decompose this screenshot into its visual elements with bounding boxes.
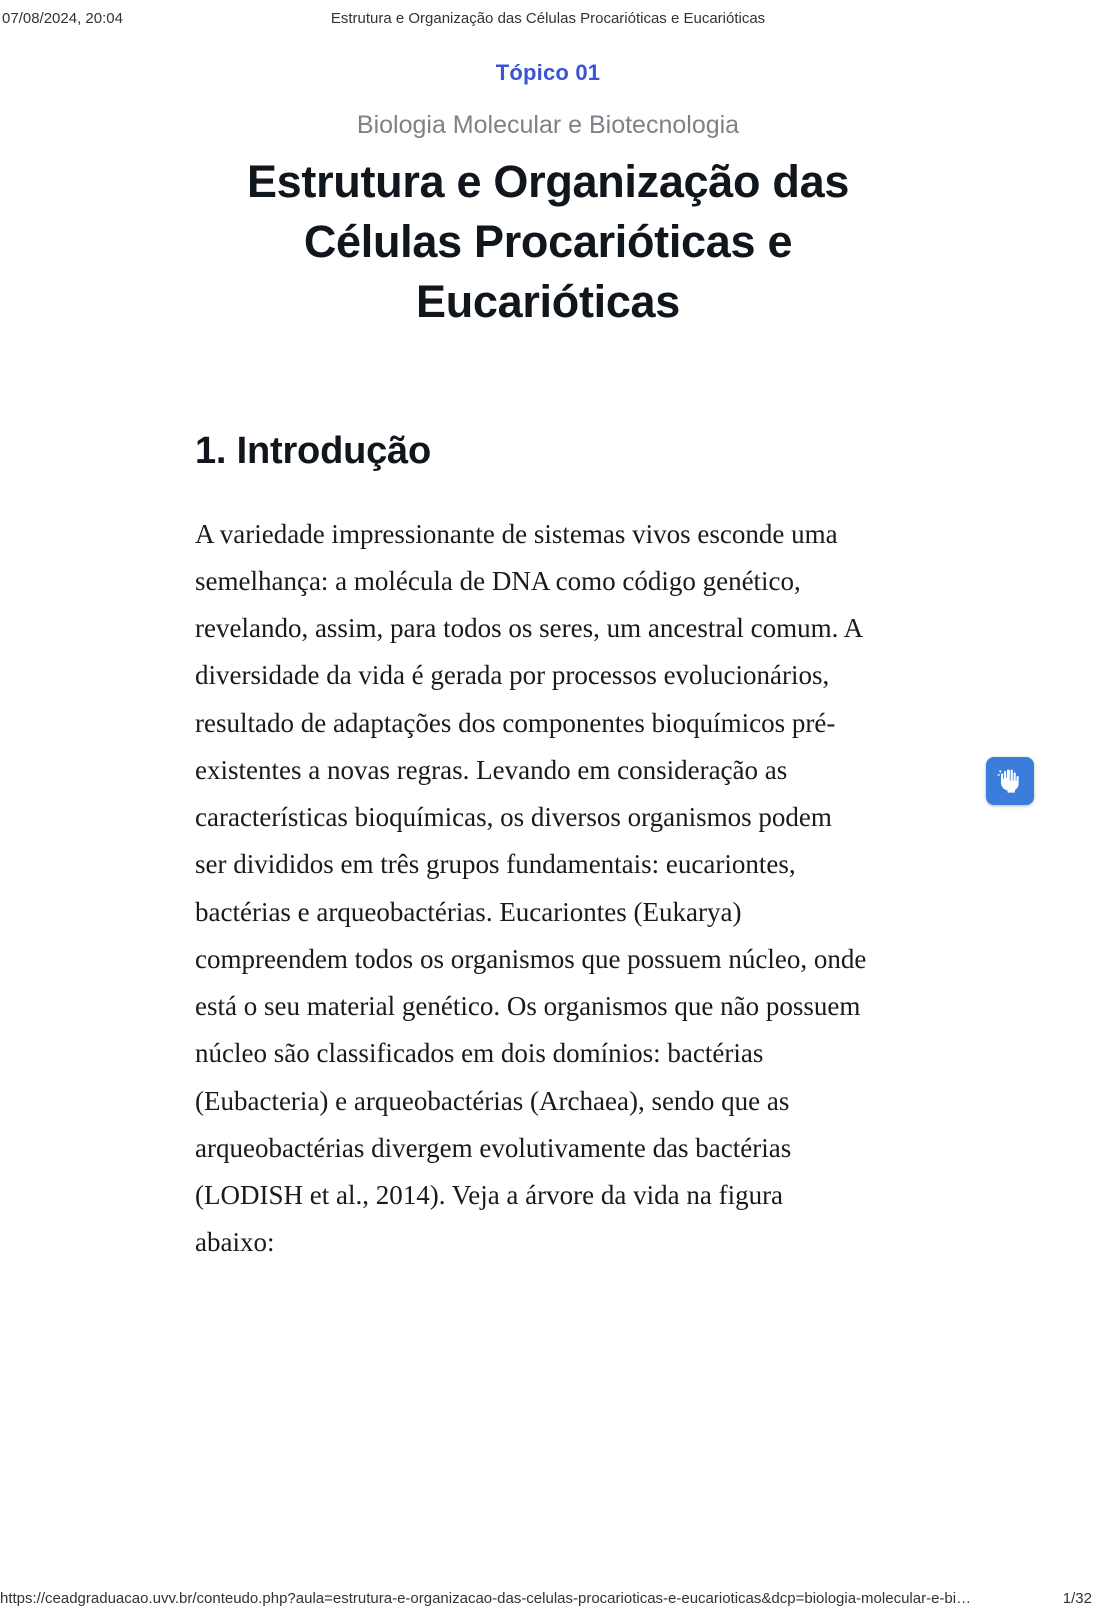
sign-language-hand-icon [996, 767, 1024, 795]
accessibility-sign-language-button[interactable] [986, 757, 1034, 805]
print-footer-page-number: 1/32 [1062, 1590, 1092, 1607]
section-heading-introducao: 1. Introdução [195, 429, 431, 472]
intro-paragraph: A variedade impressionante de sistemas vivos esconde uma semelhança: a molécula de DNA como código genético, revelando, assim, para todos os seres, um ancestral comum. A diversidade da vida é gerada por processos evolucionários, resultado de adaptações dos componentes bioquímicos pré-existentes a novas regras. Levando em consideração as características bioquímicas, os diversos organismos podem ser divididos em três grupos fundamentais: eucariontes, bactérias e arqueobactérias. Eucariontes (Eukarya) compreendem todos os organismos que possuem núcleo, onde está o seu material genético. Os organismos que não possuem núcleo são classificados em dois domínios: bactérias (Eubacteria) e arqueobactérias (Archaea), sendo que as arqueobactérias divergem evolutivamente das bactérias (LODISH et al., 2014). Veja a árvore da vida na figura abaixo: [195, 518, 867, 1258]
topic-label: Tópico 01 [495, 60, 601, 85]
print-header-date: 07/08/2024, 20:04 [2, 10, 123, 27]
print-footer-url: https://ceadgraduacao.uvv.br/conteudo.php?aula=estrutura-e-organizacao-das-celulas-procarioticas-e-eucarioticas&dcp=biologia-molecular-e-bi… [0, 1590, 972, 1607]
document-content [0, 48, 1096, 1267]
page-title: Estrutura e Organização das Células Procarióticas e Eucarióticas [246, 156, 850, 327]
print-footer [0, 1590, 1096, 1610]
print-header-title: Estrutura e Organização das Células Procarióticas e Eucarióticas [330, 10, 766, 27]
print-header [0, 10, 1096, 30]
course-subtitle: Biologia Molecular e Biotecnologia [356, 111, 740, 139]
